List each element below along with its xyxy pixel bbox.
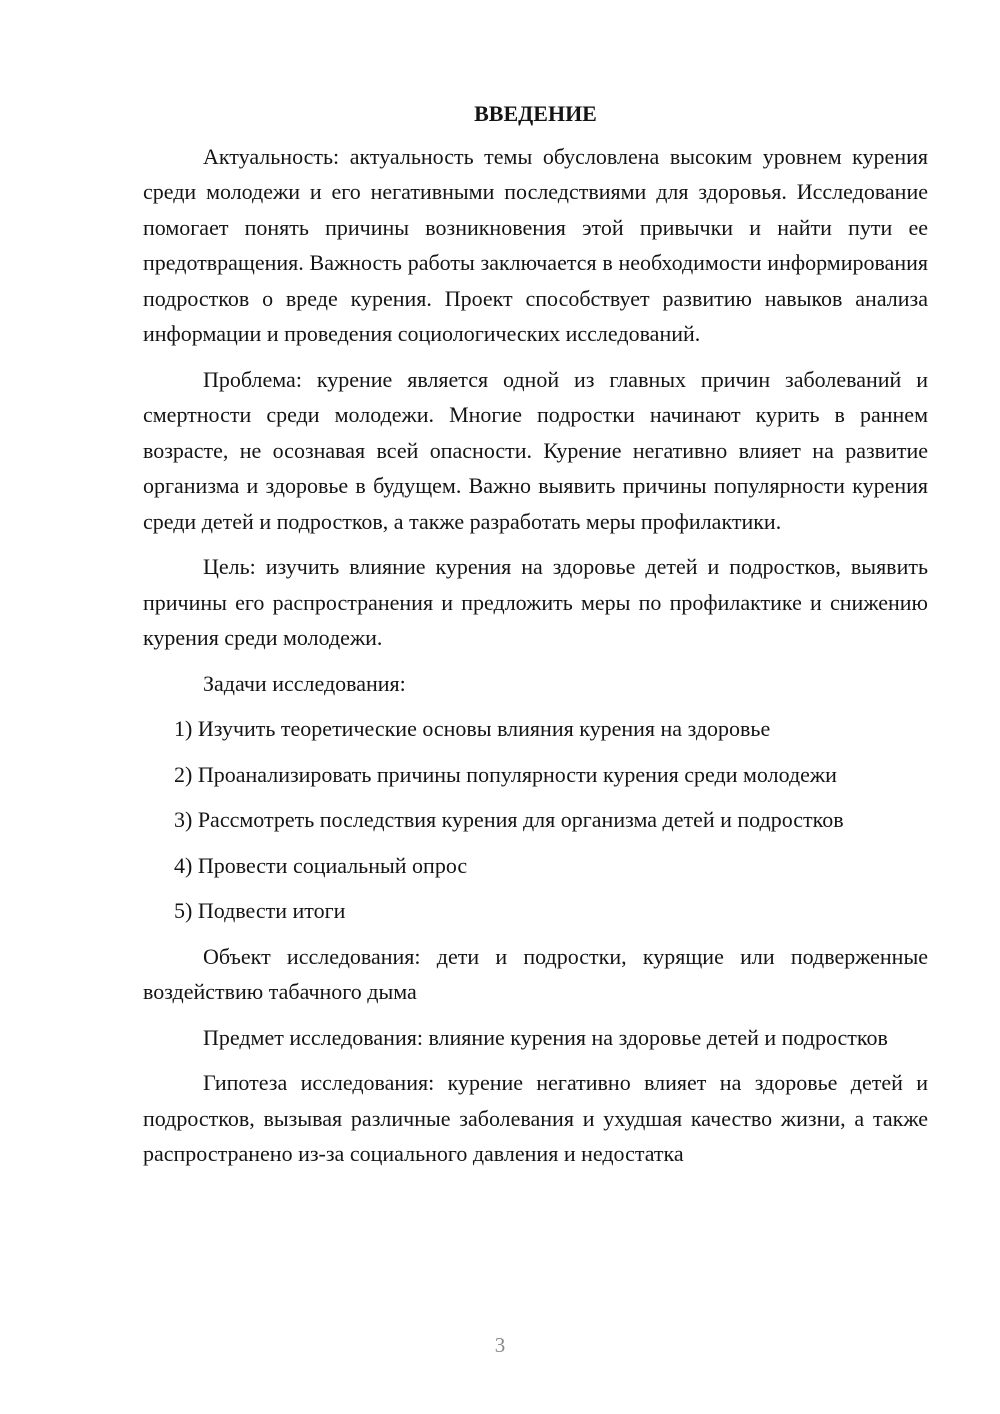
subject-paragraph: Предмет исследования: влияние курения на здоровье детей и подростков: [203, 1024, 888, 1050]
hypothesis-paragraph: Гипотеза исследования: курение негативно влияет на здоровье детей и подростков, вызывая различные заболевания и ухудшая качество жизни, а также распространено из-за социального давления и недостатка: [143, 1070, 928, 1166]
task-item: 4) Провести социальный опрос: [174, 852, 468, 878]
page-number: 3: [494, 1333, 506, 1357]
section-title: ВВЕДЕНИЕ: [474, 101, 597, 126]
tasks-heading: Задачи исследования:: [203, 670, 406, 696]
goal-paragraph: Цель: изучить влияние курения на здоровье детей и подростков, выявить причины его распространения и предложить меры по профилактике и снижению курения среди молодежи.: [143, 554, 928, 650]
task-item: 1) Изучить теоретические основы влияния курения на здоровье: [174, 716, 771, 741]
task-item: 3) Рассмотреть последствия курения для организма детей и подростков: [174, 807, 844, 832]
problem-paragraph: Проблема: курение является одной из главных причин заболеваний и смертности среди молодежи. Многие подростки начинают курить в раннем возрасте, не осознавая всей опасности. Курение негативно влияет на развитие организма и здоровье в будущем. Важно выявить причины популярности курения среди детей и подростков, а также разработать меры профилактики.: [143, 366, 928, 534]
page-content: [143, 96, 928, 1182]
task-item: 2) Проанализировать причины популярности курения среди молодежи: [174, 761, 837, 787]
task-item: 5) Подвести итоги: [174, 898, 346, 923]
object-paragraph: Объект исследования: дети и подростки, курящие или подверженные воздействию табачного дыма: [143, 943, 928, 1004]
relevance-paragraph: Актуальность: актуальность темы обусловлена высоким уровнем курения среди молодежи и его негативными последствиями для здоровья. Исследование помогает понять причины возникновения этой привычки и найти пути ее предотвращения. Важность работы заключается в необходимости информирования подростков о вреде курения. Проект способствует развитию навыков анализа информации и проведения социологических исследований.: [143, 143, 928, 346]
